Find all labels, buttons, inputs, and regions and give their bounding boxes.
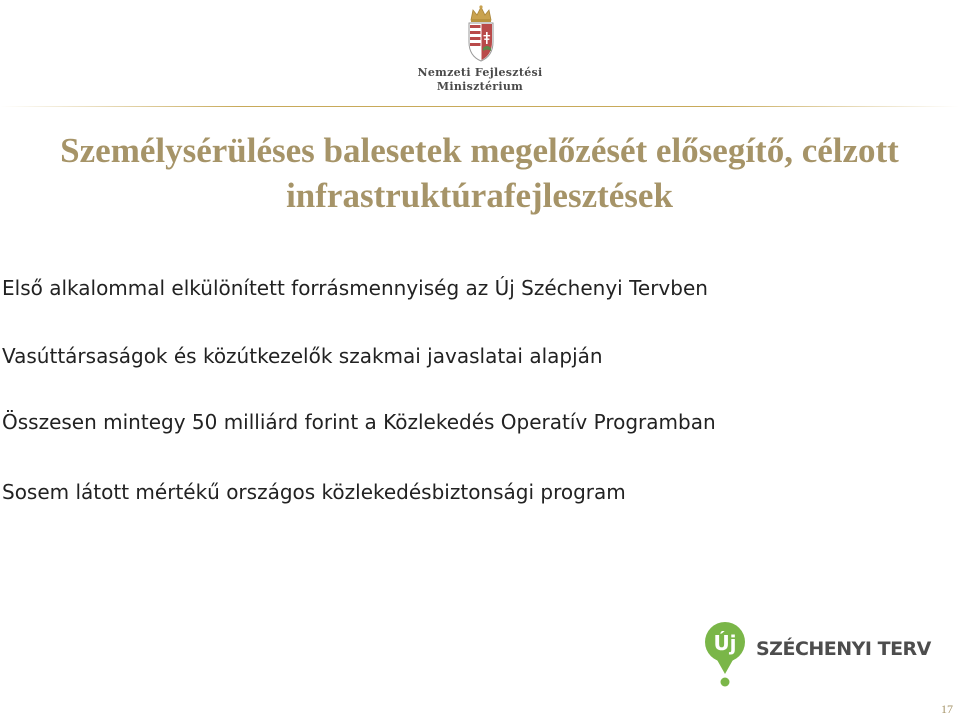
uj-szechenyi-terv-logo	[702, 620, 932, 692]
uj-badge-icon	[702, 620, 748, 692]
page-number: 17	[941, 702, 953, 716]
bullet-item: Összesen mintegy 50 milliárd forint a Közlekedés Operatív Programban	[2, 410, 716, 434]
slide-title-line2: infrastruktúrafejlesztések	[286, 176, 673, 215]
bullet-item: Első alkalommal elkülönített forrásmennyiség az Új Széchenyi Tervben	[2, 276, 708, 300]
uj-badge-text: Új	[713, 631, 737, 655]
szechenyi-terv-text: SZÉCHENYI TERV	[756, 638, 931, 660]
ministry-name-line1: Nemzeti Fejlesztési	[417, 66, 543, 79]
hungarian-coat-of-arms-icon	[463, 4, 499, 64]
bullet-item: Sosem látott mértékű országos közlekedésbiztonsági program	[2, 480, 626, 504]
ministry-logo	[405, 4, 555, 96]
ministry-name-line2: Minisztérium	[436, 80, 524, 93]
slide-title	[0, 128, 959, 218]
bullet-item: Vasúttársaságok és közútkezelők szakmai javaslatai alapján	[2, 344, 603, 368]
header-divider	[0, 106, 959, 107]
slide-title-line1: Személysérüléses balesetek megelőzését elősegítő, célzott	[60, 131, 899, 170]
